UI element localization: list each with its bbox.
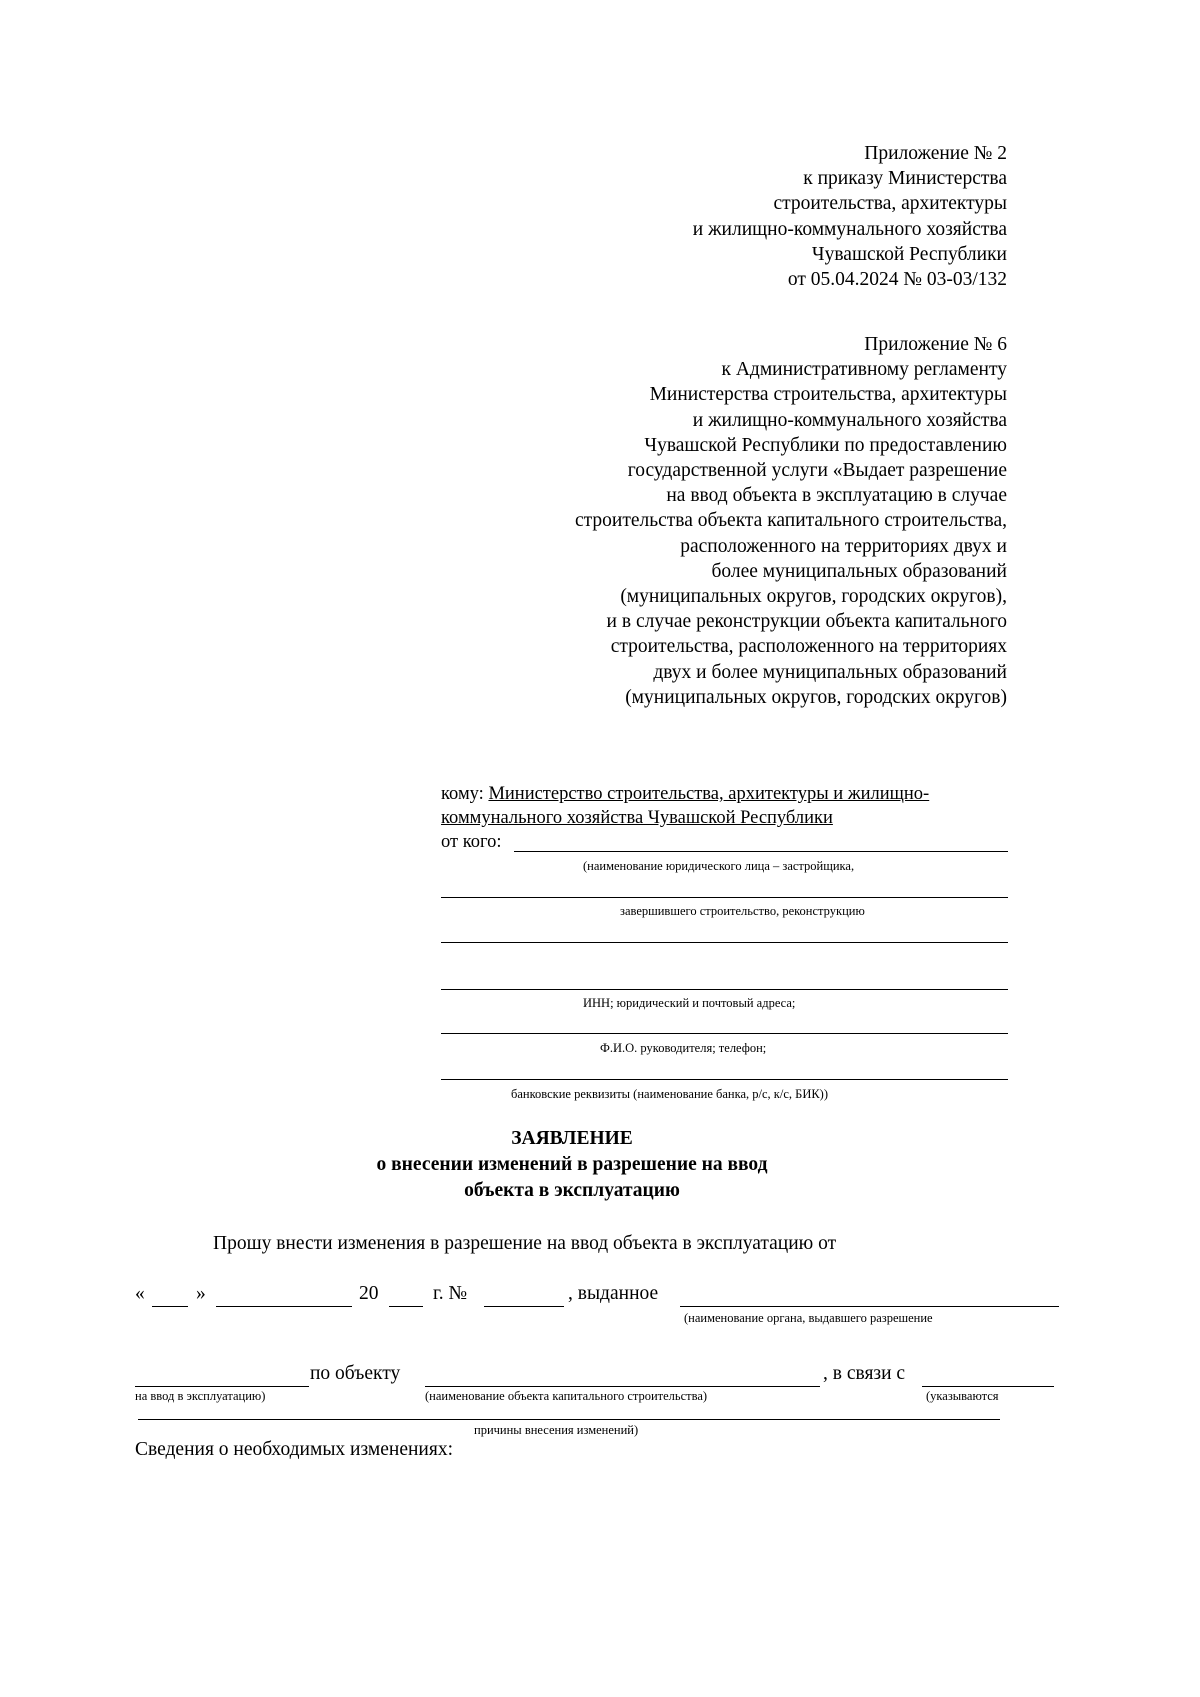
- due-to-label: , в связи с: [823, 1363, 906, 1384]
- appendix-6-line: строительства объекта капитального строительства,: [574, 510, 1007, 532]
- number-label: г. №: [433, 1283, 468, 1304]
- day-field[interactable]: [152, 1306, 188, 1307]
- appendix-6-line: (муниципальных округов, городских округов): [625, 686, 1007, 708]
- appendix-6-header: [575, 332, 1007, 710]
- appendix-6-line: к Административному регламенту: [721, 359, 1007, 381]
- appendix-6-line: строительства, расположенного на территориях: [610, 636, 1007, 658]
- appendix-6-line: на ввод объекта в эксплуатацию в случае: [666, 485, 1007, 507]
- hint-issuer: (наименование органа, выдавшего разрешение: [684, 1311, 933, 1325]
- hint-commissioning: на ввод в эксплуатацию): [135, 1389, 266, 1403]
- document-subtitle-2: объекта в эксплуатацию: [464, 1180, 680, 1201]
- changes-heading: Сведения о необходимых изменениях:: [135, 1439, 454, 1460]
- year-field[interactable]: [389, 1306, 423, 1307]
- appendix-2-line: от 05.04.2024 № 03-03/132: [787, 269, 1007, 291]
- hint-completed: завершившего строительство, реконструкцию: [620, 904, 865, 918]
- appendix-2-line: и жилищно-коммунального хозяйства: [692, 218, 1007, 240]
- hint-bank-details: банковские реквизиты (наименование банка, р/с, к/с, БИК)): [511, 1087, 829, 1101]
- appendix-2-line: к приказу Министерства: [803, 168, 1007, 190]
- from-label: от кого:: [441, 832, 502, 852]
- appendix-6-line: Чувашской Республики по предоставлению: [644, 434, 1007, 456]
- request-sentence: Прошу внести изменения в разрешение на ввод объекта в эксплуатацию от: [213, 1233, 837, 1254]
- document-subtitle-1: о внесении изменений в разрешение на ввод: [376, 1154, 768, 1175]
- appendix-6-line: расположенного на территориях двух и: [680, 535, 1007, 557]
- applicant-field-line-4[interactable]: [441, 1033, 1008, 1034]
- appendix-2-header: [693, 141, 1007, 292]
- applicant-field-line-5[interactable]: [441, 1079, 1008, 1080]
- document-title: ЗАЯВЛЕНИЕ: [511, 1128, 633, 1149]
- appendix-6-line: двух и более муниципальных образований: [653, 661, 1007, 683]
- quote-close: »: [196, 1283, 206, 1304]
- hint-specified: (указываются: [926, 1389, 999, 1403]
- issuer-field-cont[interactable]: [135, 1386, 309, 1387]
- appendix-6-line: Приложение № 6: [864, 334, 1007, 355]
- appendix-6-line: более муниципальных образований: [711, 560, 1007, 582]
- recipient-name: Министерство строительства, архитектуры и жилищно-: [488, 784, 930, 804]
- reasons-field-line[interactable]: [138, 1419, 1000, 1420]
- hint-reasons: причины внесения изменений): [474, 1423, 639, 1437]
- appendix-6-line: и жилищно-коммунального хозяйства: [692, 409, 1007, 431]
- appendix-6-line: (муниципальных округов, городских округов),: [620, 586, 1007, 608]
- permit-number-field[interactable]: [484, 1306, 564, 1307]
- to-line-1: [441, 784, 929, 805]
- hint-inn-address: ИНН; юридический и почтовый адреса;: [583, 996, 796, 1010]
- to-label: кому:: [441, 784, 484, 804]
- appendix-2-line: Приложение № 2: [864, 143, 1007, 164]
- from-field-line[interactable]: [514, 851, 1008, 852]
- issued-label: , выданное: [568, 1283, 659, 1304]
- for-object-label: по объекту: [310, 1363, 401, 1384]
- hint-manager: Ф.И.О. руководителя; телефон;: [600, 1041, 767, 1055]
- hint-object-name: (наименование объекта капитального строительства): [425, 1389, 708, 1403]
- appendix-2-line: строительства, архитектуры: [773, 193, 1007, 215]
- object-name-field[interactable]: [425, 1386, 820, 1387]
- quote-open: «: [135, 1283, 145, 1304]
- applicant-field-line-3[interactable]: [441, 989, 1008, 990]
- year-prefix: 20: [359, 1283, 379, 1304]
- reason-field[interactable]: [922, 1386, 1054, 1387]
- appendix-2-line: Чувашской Республики: [811, 243, 1007, 265]
- appendix-6-line: Министерства строительства, архитектуры: [649, 384, 1007, 406]
- recipient-name-cont: коммунального хозяйства Чувашской Республики: [441, 808, 833, 828]
- appendix-6-line: государственной услуги «Выдает разрешение: [627, 460, 1007, 482]
- month-field[interactable]: [216, 1306, 352, 1307]
- issuer-field[interactable]: [680, 1306, 1059, 1307]
- appendix-6-line: и в случае реконструкции объекта капитального: [606, 611, 1007, 633]
- applicant-field-line-2[interactable]: [441, 942, 1008, 943]
- hint-legal-entity: (наименование юридического лица – застройщика,: [583, 859, 855, 873]
- applicant-field-line-1[interactable]: [441, 897, 1008, 898]
